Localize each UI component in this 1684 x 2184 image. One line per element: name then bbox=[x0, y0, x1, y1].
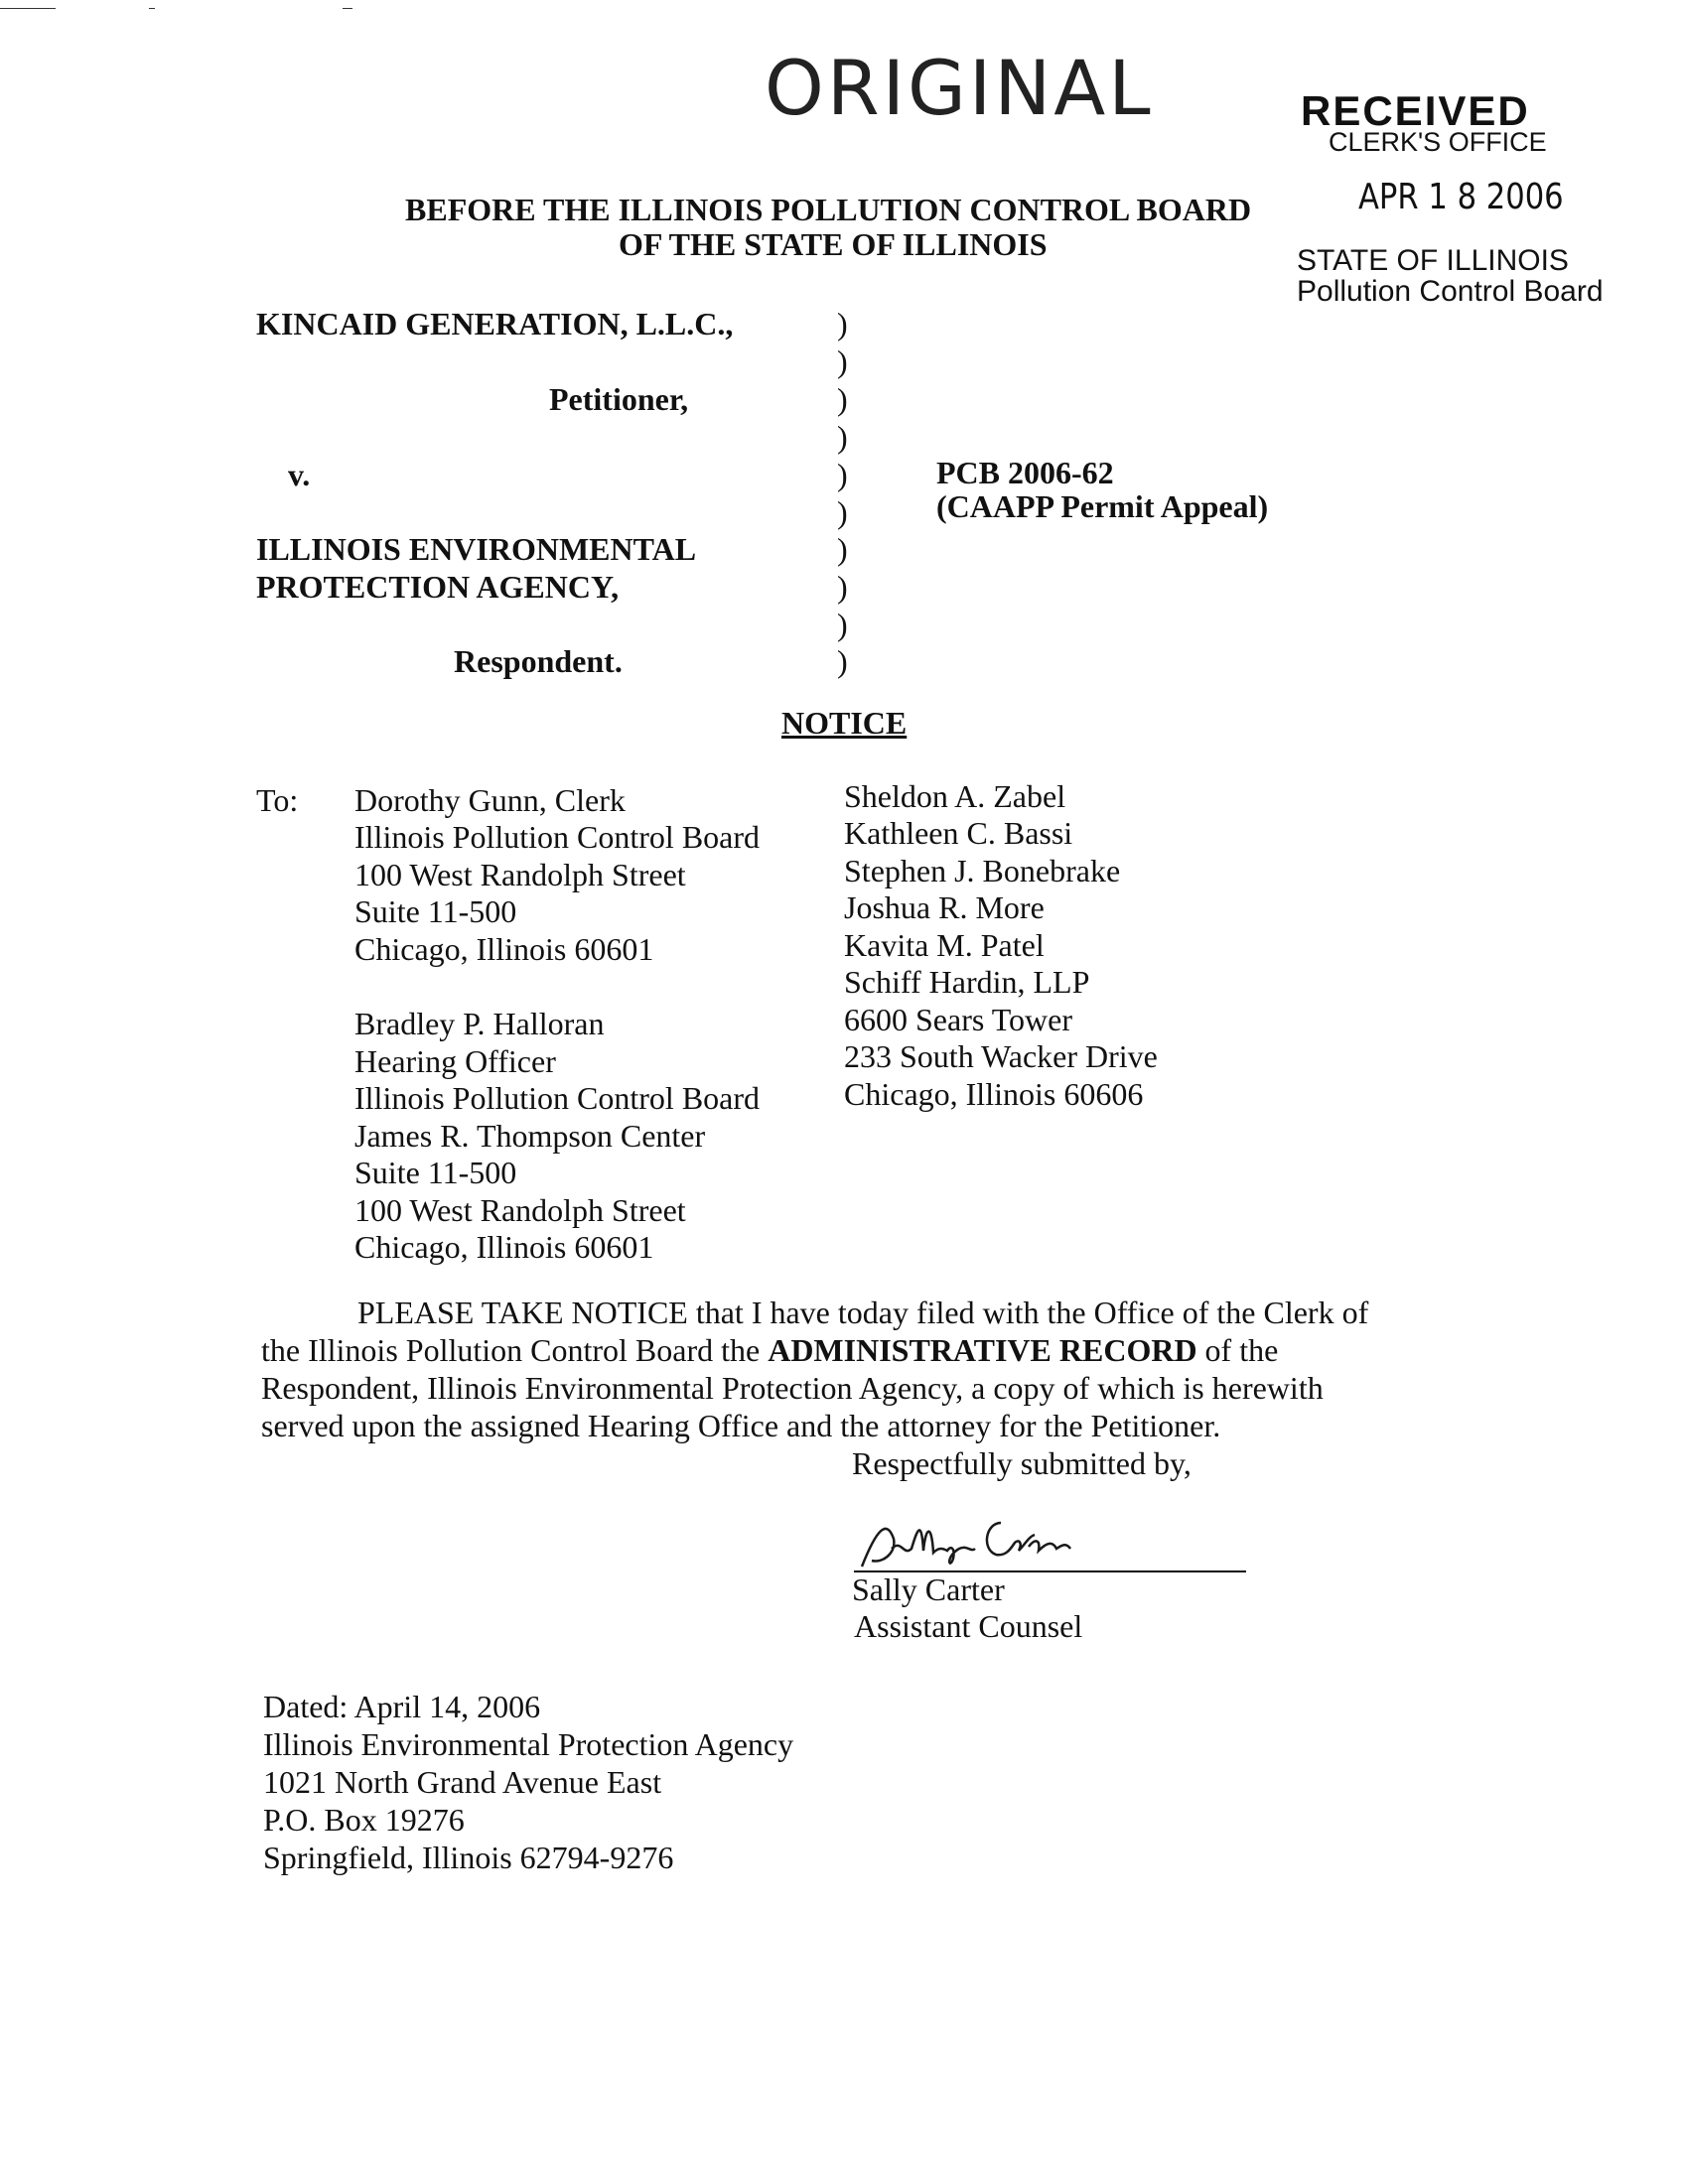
case-type: (CAAPP Permit Appeal) bbox=[936, 488, 1269, 524]
recipient-right-line: Chicago, Illinois 60606 bbox=[844, 1076, 1144, 1112]
respondent-name-line-2: PROTECTION AGENCY, bbox=[256, 569, 620, 605]
recipient-left-line: Suite 11-500 bbox=[354, 893, 517, 929]
state-stamp: STATE OF ILLINOIS bbox=[1297, 244, 1569, 277]
clerks-office-stamp: CLERK'S OFFICE bbox=[1329, 127, 1547, 157]
petitioner-role: Petitioner, bbox=[549, 381, 689, 417]
respondent-role: Respondent. bbox=[454, 643, 623, 679]
caption-paren: ) bbox=[837, 343, 848, 379]
recipient-left-line: Chicago, Illinois 60601 bbox=[354, 931, 654, 967]
notice-body-text: the Illinois Pollution Control Board the bbox=[261, 1332, 769, 1368]
recipient-left-line: Suite 11-500 bbox=[354, 1155, 517, 1190]
caption-paren: ) bbox=[837, 306, 848, 341]
recipient-left-line: Bradley P. Halloran bbox=[354, 1006, 605, 1041]
notice-body-line: PLEASE TAKE NOTICE that I have today filed with the Office of the Clerk of bbox=[357, 1295, 1369, 1330]
scan-mark bbox=[149, 8, 155, 9]
versus: v. bbox=[288, 457, 311, 492]
to-label: To: bbox=[256, 782, 299, 818]
recipient-left-line: Illinois Pollution Control Board bbox=[354, 1080, 761, 1116]
recipient-right-line: Stephen J. Bonebrake bbox=[844, 853, 1121, 888]
board-stamp: Pollution Control Board bbox=[1297, 275, 1604, 308]
dated: Dated: April 14, 2006 bbox=[263, 1689, 541, 1724]
agency-po-box: P.O. Box 19276 bbox=[263, 1802, 465, 1838]
recipient-right-line: Schiff Hardin, LLP bbox=[844, 964, 1090, 1000]
petitioner-name: KINCAID GENERATION, L.L.C., bbox=[256, 306, 734, 341]
scan-mark bbox=[343, 8, 352, 9]
recipient-left-line: Hearing Officer bbox=[354, 1043, 556, 1079]
caption-paren: ) bbox=[837, 381, 848, 417]
caption-paren: ) bbox=[837, 531, 848, 567]
caption-paren: ) bbox=[837, 643, 848, 679]
signer-name: Sally Carter bbox=[852, 1571, 1005, 1607]
caption-paren: ) bbox=[837, 569, 848, 605]
notice-title: NOTICE bbox=[781, 705, 908, 741]
recipient-right-line: Sheldon A. Zabel bbox=[844, 778, 1066, 814]
recipient-left-line: Dorothy Gunn, Clerk bbox=[354, 782, 626, 818]
respondent-name-line-1: ILLINOIS ENVIRONMENTAL bbox=[256, 531, 697, 567]
signer-title: Assistant Counsel bbox=[854, 1608, 1083, 1644]
received-stamp: RECEIVED bbox=[1301, 87, 1530, 134]
handwritten-signature-icon bbox=[852, 1509, 1150, 1578]
recipient-left-line: Chicago, Illinois 60601 bbox=[354, 1229, 654, 1265]
caption-paren: ) bbox=[837, 494, 848, 530]
notice-body-line: served upon the assigned Hearing Office and the attorney for the Petitioner. bbox=[261, 1408, 1221, 1443]
respectfully-submitted: Respectfully submitted by, bbox=[852, 1445, 1192, 1481]
recipient-right-line: Kathleen C. Bassi bbox=[844, 815, 1073, 851]
original-stamp: ORIGINAL bbox=[765, 44, 1154, 132]
recipient-right-line: 6600 Sears Tower bbox=[844, 1002, 1073, 1037]
recipient-left-line: 100 West Randolph Street bbox=[354, 1192, 686, 1228]
caption-paren: ) bbox=[837, 457, 848, 492]
agency-name: Illinois Environmental Protection Agency bbox=[263, 1726, 794, 1762]
notice-body-line bbox=[261, 1332, 1278, 1369]
recipient-right-line: Kavita M. Patel bbox=[844, 927, 1045, 963]
case-number: PCB 2006-62 bbox=[936, 455, 1114, 490]
header-line-2: OF THE STATE OF ILLINOIS bbox=[619, 226, 1048, 262]
recipient-right-line: 233 South Wacker Drive bbox=[844, 1038, 1158, 1074]
recipient-right-line: Joshua R. More bbox=[844, 889, 1045, 925]
header-line-1: BEFORE THE ILLINOIS POLLUTION CONTROL BOARD bbox=[405, 192, 1252, 227]
agency-city: Springfield, Illinois 62794-9276 bbox=[263, 1840, 674, 1875]
notice-body-line: Respondent, Illinois Environmental Protection Agency, a copy of which is herewith bbox=[261, 1370, 1324, 1406]
received-date-stamp: APR 1 8 2006 bbox=[1358, 177, 1564, 217]
recipient-left-line: James R. Thompson Center bbox=[354, 1118, 706, 1154]
agency-street: 1021 North Grand Avenue East bbox=[263, 1764, 662, 1800]
administrative-record-label: ADMINISTRATIVE RECORD bbox=[768, 1332, 1197, 1368]
notice-body-text: of the bbox=[1196, 1332, 1279, 1368]
caption-paren: ) bbox=[837, 607, 848, 642]
recipient-left-line: Illinois Pollution Control Board bbox=[354, 819, 761, 855]
caption-paren: ) bbox=[837, 419, 848, 455]
scan-mark bbox=[0, 8, 56, 9]
recipient-left-line: 100 West Randolph Street bbox=[354, 857, 686, 892]
